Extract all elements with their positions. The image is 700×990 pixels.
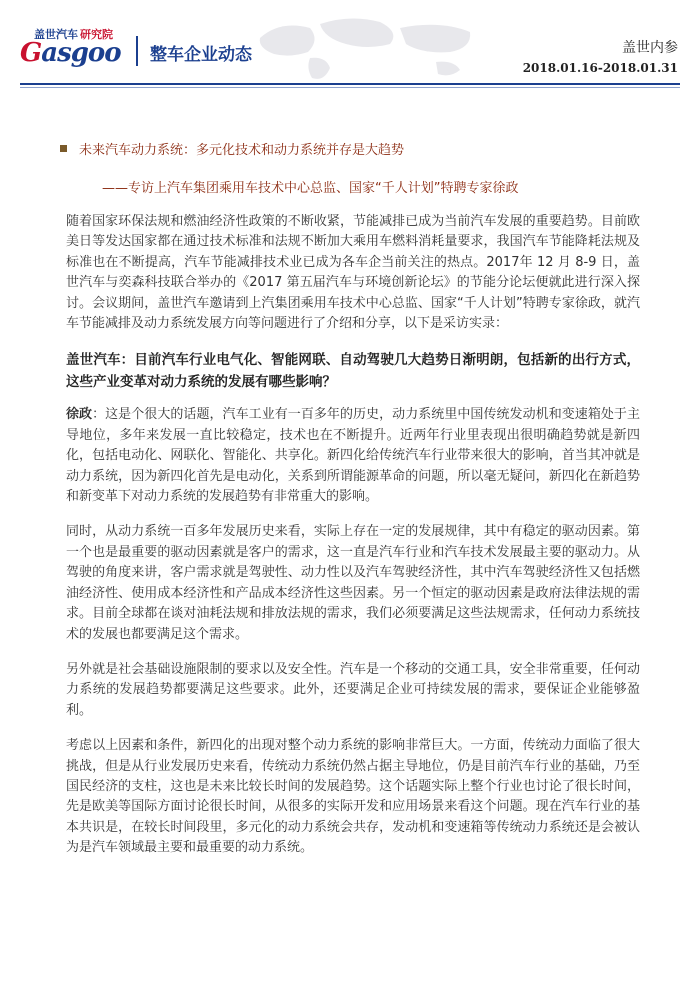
world-map-watermark-icon (250, 8, 480, 88)
square-bullet-icon (60, 145, 67, 152)
header-rule (20, 83, 680, 85)
body-paragraph (66, 660, 640, 721)
paragraph-text: 盖世汽车：目前汽车行业电气化、智能网联、自动驾驶几大趋势日渐明朗，包括新的出行方式，这些产业变革对动力系统的发展有哪些影响？ (66, 352, 640, 391)
page-header (0, 0, 700, 104)
article-body (66, 212, 640, 874)
date-range: 2018.01.16-2018.01.31 (522, 61, 678, 75)
logo-wordmark: Gasgoo (20, 38, 121, 68)
interview-question (66, 349, 640, 393)
paragraph-text: 另外就是社会基础设施限制的要求以及安全性。汽车是一个移动的交通工具，安全非常重要，任何动力系统的发展趋势都要满足这些要求。此外，还要满足企业可持续发展的需求，要保证企业能够盈利。 (66, 661, 640, 718)
article-title: 未来汽车动力系统：多元化技术和动力系统并存是大趋势 (60, 139, 404, 158)
speaker-name: 徐政 (66, 407, 93, 423)
section-name: 整车企业动态 (150, 45, 252, 65)
logo-tagline: 盖世汽车 研究院 (34, 28, 113, 41)
paragraph-text: 同时，从动力系统一百多年发展历史来看，实际上存在一定的发展规律，其中有稳定的驱动因素。第一个也是最重要的驱动因素就是客户的需求，这一直是汽车行业和汽车技术发展最主要的驱动力。从驾驶的角度来讲，客户需求就是驾驶性、动力性以及汽车驾驶经济性，其中汽车驾驶经济性又包括燃油经济性、使用成本经济性和产品成本经济性这些因素。另一个恒定的驱动因素是政府法律法规的需求。目前全球都在谈对油耗法规和排放法规的需求，我们必须要满足这些法规需求，任何动力系统技术的发展也都要满足这个需求。 (66, 524, 640, 642)
interview-answer (66, 405, 640, 507)
logo-divider (136, 36, 138, 66)
publication-name: 盖世内参 (622, 40, 678, 56)
body-paragraph (66, 212, 640, 334)
paragraph-text: 随着国家环保法规和燃油经济性政策的不断收紧，节能减排已成为当前汽车发展的重要趋势。目前欧美日等发达国家都在通过技术标准和法规不断加大乘用车燃料消耗量要求，我国汽车节能降耗法规及标准也在不断提高，汽车节能减排技术业已成为各车企当前关注的热点。2017年 12 月 8-9 日，盖世汽车与奕森科技联合举办的《2017 第五届汽车与环境创新论坛》的节能分论坛便就此进行深入探讨。会议期间，盖世汽车邀请到上汽集团乘用车技术中心总监、国家“千人计划”特聘专家徐政，就汽车节能减排及动力系统发展方向等问题进行了介绍和分享，以下是采访实录： (66, 214, 640, 332)
body-paragraph (66, 522, 640, 644)
body-paragraph (66, 736, 640, 858)
header-rule-thin (20, 87, 680, 88)
paragraph-text: 考虑以上因素和条件，新四化的出现对整个动力系统的影响非常巨大。一方面，传统动力面临了很大挑战，但是从行业发展历史来看，传统动力系统仍然占据主导地位，仍是目前汽车行业的基础，乃至国民经济的支柱，这也是未来比较长时间的发展趋势。这个话题实际上整个行业也讨论了很长时间，先是欧美等国际方面讨论很长时间，从很多的实际开发和应用场景来看这个问题。现在汽车行业的基本共识是，在较长时间段里，多元化的动力系统会共存，发动机和变速箱等传统动力系统还是会被认为是汽车领域最主要和最重要的动力系统。 (66, 738, 640, 856)
paragraph-text: ：这是个很大的话题，汽车工业有一百多年的历史，动力系统里中国传统发动机和变速箱处于主导地位，多年来发展一直比较稳定，技术也在不断提升。近两年行业里表现出很明确趋势就是新四化，包括电动化、网联化、智能化、共享化。新四化给传统汽车行业带来很大的影响，首当其冲就是动力系统，因为新四化首先是电动化，关系到所谓能源革命的问题，所以毫无疑问，新四化在新趋势和新变革下对动力系统的发展趋势有非常重大的影响。 (66, 407, 640, 505)
article-subtitle: ——专访上汽车集团乘用车技术中心总监、国家“千人计划”特聘专家徐政 (102, 181, 519, 196)
